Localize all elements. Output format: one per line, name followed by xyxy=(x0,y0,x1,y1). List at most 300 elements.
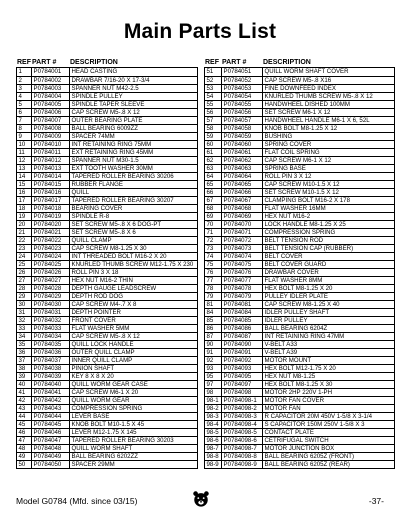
description-cell: BELT COVER GUARD xyxy=(264,261,327,268)
header-description: DESCRIPTION xyxy=(263,59,311,66)
table-row xyxy=(17,380,197,388)
table-row xyxy=(17,364,197,372)
table-row xyxy=(17,268,197,276)
table-row xyxy=(205,300,394,308)
ref-cell: 46 xyxy=(17,429,32,436)
table-row xyxy=(17,84,197,92)
ref-cell: 67 xyxy=(205,197,222,204)
description-cell: MOTOR MOUNT xyxy=(264,357,312,364)
ref-cell: 8 xyxy=(17,125,32,132)
part-number-cell: P0784036 xyxy=(32,349,70,356)
header-description: DESCRIPTION xyxy=(70,59,118,66)
header-part: PART # xyxy=(32,59,57,66)
description-cell: LEVER BASE xyxy=(71,413,110,420)
part-number-cell: P0784023 xyxy=(32,245,70,252)
description-cell: SPANNER NUT M30-1.5 xyxy=(71,157,139,164)
part-number-cell: P0784043 xyxy=(32,405,70,412)
table-row xyxy=(205,172,394,180)
ref-cell: 52 xyxy=(205,77,222,84)
part-number-cell: P0784013 xyxy=(32,165,70,172)
table-row xyxy=(17,132,197,140)
part-number-cell: P0784014 xyxy=(32,173,70,180)
part-number-cell: P0784024 xyxy=(32,253,70,260)
ref-cell: 37 xyxy=(17,357,32,364)
description-cell: CONTACT PLATE xyxy=(264,429,314,436)
table-row xyxy=(205,420,394,428)
table-row xyxy=(205,68,394,76)
part-number-cell: P0784062 xyxy=(222,157,263,164)
table-row xyxy=(17,340,197,348)
part-number-cell: P0784003 xyxy=(32,85,70,92)
ref-cell: 19 xyxy=(17,213,32,220)
table-row xyxy=(205,332,394,340)
part-number-cell: P0784001 xyxy=(32,68,70,76)
table-row xyxy=(17,164,197,172)
table-row xyxy=(17,396,197,404)
description-cell: CAP SCREW M10-1.5 X 12 xyxy=(264,181,340,188)
table-row xyxy=(205,396,394,404)
table-row xyxy=(17,92,197,100)
table-row xyxy=(205,212,394,220)
ref-cell: 53 xyxy=(205,85,222,92)
description-cell: SPINDLE TAPER SLEEVE xyxy=(71,101,145,108)
table-row xyxy=(205,276,394,284)
ref-cell: 70 xyxy=(205,221,222,228)
description-cell: EXT TOOTH WASHER 30MM xyxy=(71,165,153,172)
part-number-cell: P0784048 xyxy=(32,445,70,452)
ref-cell: 98-7 xyxy=(205,445,222,452)
table-row xyxy=(205,452,394,460)
part-number-cell: P0784047 xyxy=(32,437,70,444)
description-cell: ROLL PIN 3 X 12 xyxy=(264,173,312,180)
table-row xyxy=(17,324,197,332)
ref-cell: 87 xyxy=(205,333,222,340)
table-row xyxy=(205,316,394,324)
ref-cell: 91 xyxy=(205,349,222,356)
description-cell: SPRING BASE xyxy=(264,165,306,172)
description-cell: LEVER M12-1.75 X 145 xyxy=(71,429,137,436)
description-cell: SET SCREW M5-.8 X 6 xyxy=(71,229,136,236)
table-row xyxy=(205,372,394,380)
part-number-cell: P0784054 xyxy=(222,93,263,100)
table-row xyxy=(205,348,394,356)
part-number-cell: P0784016 xyxy=(32,189,70,196)
ref-cell: 55 xyxy=(205,101,222,108)
page-number: -37- xyxy=(368,496,384,506)
ref-cell: 54 xyxy=(205,93,222,100)
part-number-cell: P0784034 xyxy=(32,333,70,340)
table-row xyxy=(205,92,394,100)
part-number-cell: P0784032 xyxy=(32,317,70,324)
part-number-cell: P0784038 xyxy=(32,365,70,372)
description-cell: HEX BOLT M8-1.25 X 30 xyxy=(264,381,333,388)
table-row xyxy=(17,308,197,316)
description-cell: V-BELT A33 xyxy=(264,341,298,348)
table-row xyxy=(205,268,394,276)
part-number-cell: P0784097 xyxy=(222,381,263,388)
part-number-cell: P0784077 xyxy=(222,277,263,284)
part-number-cell: P0784060 xyxy=(222,141,263,148)
part-number-cell: P0784098 xyxy=(222,389,263,396)
table-row xyxy=(205,436,394,444)
description-cell: QUILL xyxy=(71,189,90,196)
part-number-cell: P0784071 xyxy=(222,229,263,236)
ref-cell: 98 xyxy=(205,389,222,396)
table-body xyxy=(16,68,198,469)
description-cell: CAP SCREW M5-.8 X 12 xyxy=(71,109,140,116)
ref-cell: 34 xyxy=(17,333,32,340)
header-part: PART # xyxy=(222,59,247,66)
description-cell: HEX NUT M8-1.25 xyxy=(264,373,316,380)
table-row xyxy=(17,228,197,236)
table-body xyxy=(204,68,395,469)
table-row xyxy=(17,276,197,284)
part-number-cell: P0784090 xyxy=(222,341,263,348)
description-cell: DRAWBAR 7/16-20 X 17-3/4 xyxy=(71,77,150,84)
ref-cell: 24 xyxy=(17,253,32,260)
description-cell: S CAPACITOR 150M 250V 1-5/8 X 3 xyxy=(264,421,365,428)
ref-cell: 59 xyxy=(205,133,222,140)
part-number-cell: P0784029 xyxy=(32,293,70,300)
bear-logo-icon xyxy=(192,490,210,508)
ref-cell: 98-9 xyxy=(205,461,222,468)
ref-cell: 21 xyxy=(17,229,32,236)
header-ref: REF xyxy=(205,59,219,66)
ref-cell: 47 xyxy=(17,437,32,444)
ref-cell: 49 xyxy=(17,453,32,460)
table-row xyxy=(17,372,197,380)
ref-cell: 62 xyxy=(205,157,222,164)
description-cell: OUTER BEARING PLATE xyxy=(71,117,143,124)
description-cell: HEX NUT M16-2 xyxy=(264,213,311,220)
ref-cell: 12 xyxy=(17,157,32,164)
part-number-cell: P0784064 xyxy=(222,173,263,180)
table-row xyxy=(205,364,394,372)
ref-cell: 71 xyxy=(205,229,222,236)
part-number-cell: P0784037 xyxy=(32,357,70,364)
part-number-cell: P0784009 xyxy=(32,133,70,140)
part-number-cell: P0784098-1 xyxy=(222,397,263,404)
part-number-cell: P0784020 xyxy=(32,221,70,228)
ref-cell: 16 xyxy=(17,189,32,196)
table-row xyxy=(205,140,394,148)
ref-cell: 9 xyxy=(17,133,32,140)
ref-cell: 20 xyxy=(17,221,32,228)
part-number-cell: P0784074 xyxy=(222,253,263,260)
description-cell: DEPTH POINTER xyxy=(71,309,121,316)
part-number-cell: P0784041 xyxy=(32,389,70,396)
table-row xyxy=(17,332,197,340)
description-cell: COMPRESSION SPRING xyxy=(264,229,336,236)
ref-cell: 32 xyxy=(17,317,32,324)
description-cell: KNURLED THUMB SCREW M5-.8 X 12 xyxy=(264,93,373,100)
part-number-cell: P0784098-3 xyxy=(222,413,263,420)
ref-cell: 98-1 xyxy=(205,397,222,404)
ref-cell: 42 xyxy=(17,397,32,404)
table-row xyxy=(205,284,394,292)
ref-cell: 76 xyxy=(205,269,222,276)
part-number-cell: P0784051 xyxy=(222,68,263,76)
description-cell: HEAD CASTING xyxy=(71,68,118,75)
part-number-cell: P0784027 xyxy=(32,277,70,284)
table-row xyxy=(205,380,394,388)
description-cell: TAPERED ROLLER BEARING 30207 xyxy=(71,197,174,204)
description-cell: IDLER PULLEY SHAFT xyxy=(264,309,330,316)
description-cell: CAP SCREW M4-.7 X 8 xyxy=(71,301,137,308)
table-row xyxy=(17,116,197,124)
part-number-cell: P0784044 xyxy=(32,413,70,420)
part-number-cell: P0784025 xyxy=(32,261,70,268)
ref-cell: 58 xyxy=(205,125,222,132)
table-row xyxy=(17,156,197,164)
part-number-cell: P0784098-5 xyxy=(222,429,263,436)
part-number-cell: P0784007 xyxy=(32,117,70,124)
ref-cell: 85 xyxy=(205,317,222,324)
table-row xyxy=(17,444,197,452)
description-cell: COMPRESSION SPRING xyxy=(71,405,143,412)
table-row xyxy=(205,428,394,436)
part-number-cell: P0784098-9 xyxy=(222,461,263,468)
part-number-cell: P0784049 xyxy=(32,453,70,460)
description-cell: CLAMPING BOLT M16-2 X 178 xyxy=(264,197,350,204)
description-cell: INT RETAINING RING 47MM xyxy=(264,333,345,340)
ref-cell: 86 xyxy=(205,325,222,332)
description-cell: MOTOR FAN COVER xyxy=(264,397,324,404)
part-number-cell: P0784026 xyxy=(32,269,70,276)
ref-cell: 98-3 xyxy=(205,413,222,420)
description-cell: SPINDLE PULLEY xyxy=(71,93,123,100)
description-cell: FINE DOWNFEED INDEX xyxy=(264,85,336,92)
description-cell: INT RETAINING RING 75MM xyxy=(71,141,152,148)
ref-cell: 2 xyxy=(17,77,32,84)
part-number-cell: P0784005 xyxy=(32,101,70,108)
part-number-cell: P0784098-7 xyxy=(222,445,263,452)
table-row xyxy=(205,188,394,196)
ref-cell: 30 xyxy=(17,301,32,308)
description-cell: HANDWHEEL DISHED 100MM xyxy=(264,101,350,108)
table-row xyxy=(205,204,394,212)
ref-cell: 31 xyxy=(17,309,32,316)
description-cell: SET SCREW M10-1.5 X 12 xyxy=(264,189,339,196)
part-number-cell: P0784053 xyxy=(222,85,263,92)
ref-cell: 97 xyxy=(205,381,222,388)
ref-cell: 11 xyxy=(17,149,32,156)
model-footer: Model G0784 (Mfd. since 03/15) xyxy=(16,496,138,506)
part-number-cell: P0784010 xyxy=(32,141,70,148)
part-number-cell: P0784040 xyxy=(32,381,70,388)
description-cell: SET SCREW M5-.8 X 6 DOG-PT xyxy=(71,221,162,228)
description-cell: PINION SHAFT xyxy=(71,365,115,372)
ref-cell: 38 xyxy=(17,365,32,372)
ref-cell: 73 xyxy=(205,245,222,252)
table-row xyxy=(205,180,394,188)
parts-table-left xyxy=(16,58,198,469)
description-cell: DEPTH ROD DOG xyxy=(71,293,123,300)
table-row xyxy=(17,124,197,132)
ref-cell: 98-2 xyxy=(205,405,222,412)
table-row xyxy=(17,388,197,396)
table-row xyxy=(205,76,394,84)
description-cell: OUTER QUILL CLAMP xyxy=(71,349,135,356)
description-cell: TAPERED ROLLER BEARING 30206 xyxy=(71,173,174,180)
description-cell: SPANNER NUT M42-2.5 xyxy=(71,85,139,92)
ref-cell: 14 xyxy=(17,173,32,180)
table-row xyxy=(205,412,394,420)
description-cell: KNURLED THUMB SCREW M12-1.75 X 230 xyxy=(71,261,194,268)
description-cell: QUILL WORM GEAR xyxy=(71,397,130,404)
description-cell: TAPERED ROLLER BEARING 30203 xyxy=(71,437,174,444)
description-cell: BALL BEARING 6205Z (REAR) xyxy=(264,461,350,468)
part-number-cell: P0784015 xyxy=(32,181,70,188)
table-row xyxy=(17,460,197,468)
description-cell: HEX NUT M16-2 THIN xyxy=(71,277,133,284)
ref-cell: 75 xyxy=(205,261,222,268)
ref-cell: 4 xyxy=(17,93,32,100)
part-number-cell: P0784085 xyxy=(222,317,263,324)
part-number-cell: P0784070 xyxy=(222,221,263,228)
part-number-cell: P0784098-2 xyxy=(222,405,263,412)
part-number-cell: P0784084 xyxy=(222,309,263,316)
description-cell: INT THREADED BOLT M16-2 X 20 xyxy=(71,253,167,260)
description-cell: BELT TENSION ROD xyxy=(264,237,324,244)
part-number-cell: P0784075 xyxy=(222,261,263,268)
ref-cell: 84 xyxy=(205,309,222,316)
part-number-cell: P0784021 xyxy=(32,229,70,236)
parts-table-right xyxy=(204,58,395,469)
part-number-cell: P0784067 xyxy=(222,197,263,204)
table-row xyxy=(205,108,394,116)
ref-cell: 61 xyxy=(205,149,222,156)
part-number-cell: P0784061 xyxy=(222,149,263,156)
description-cell: FLAT WASHER 16MM xyxy=(264,205,326,212)
description-cell: BELT COVER xyxy=(264,253,303,260)
part-number-cell: P0784022 xyxy=(32,237,70,244)
table-row xyxy=(17,404,197,412)
description-cell: CAP SCREW M8-1.25 X 40 xyxy=(264,301,340,308)
table-row xyxy=(17,188,197,196)
part-number-cell: P0784046 xyxy=(32,429,70,436)
table-row xyxy=(205,460,394,468)
part-number-cell: P0784087 xyxy=(222,333,263,340)
table-row xyxy=(17,204,197,212)
table-row xyxy=(17,300,197,308)
part-number-cell: P0784055 xyxy=(222,101,263,108)
table-row xyxy=(17,140,197,148)
description-cell: PULLEY IDLER PLATE xyxy=(264,293,328,300)
table-row xyxy=(17,148,197,156)
table-row xyxy=(17,260,197,268)
description-cell: MOTOR FAN xyxy=(264,405,301,412)
description-cell: DEPTH GAUGE LEADSCREW xyxy=(71,285,157,292)
description-cell: IDLER PULLEY xyxy=(264,317,308,324)
description-cell: BALL BEARING 6204Z xyxy=(264,325,328,332)
ref-cell: 35 xyxy=(17,341,32,348)
part-number-cell: P0784098-6 xyxy=(222,437,263,444)
table-row xyxy=(205,228,394,236)
description-cell: KNOB BOLT M10-1.5 X 45 xyxy=(71,421,145,428)
table-row xyxy=(17,108,197,116)
ref-cell: 93 xyxy=(205,365,222,372)
description-cell: V-BELT A39 xyxy=(264,349,298,356)
part-number-cell: P0784050 xyxy=(32,461,70,468)
part-number-cell: P0784002 xyxy=(32,77,70,84)
ref-cell: 1 xyxy=(17,68,32,76)
description-cell: EXT RETAINING RING 45MM xyxy=(71,149,154,156)
ref-cell: 45 xyxy=(17,421,32,428)
table-row xyxy=(205,292,394,300)
ref-cell: 36 xyxy=(17,349,32,356)
table-row xyxy=(17,436,197,444)
table-row xyxy=(205,220,394,228)
description-cell: R CAPACITOR 20M 450V 1-5/8 X 3-1/4 xyxy=(264,413,372,420)
table-row xyxy=(17,212,197,220)
ref-cell: 63 xyxy=(205,165,222,172)
table-header xyxy=(16,58,198,68)
description-cell: CAP SCREW M6-1 X 12 xyxy=(264,157,332,164)
ref-cell: 64 xyxy=(205,173,222,180)
ref-cell: 79 xyxy=(205,293,222,300)
ref-cell: 98-5 xyxy=(205,429,222,436)
part-number-cell: P0784012 xyxy=(32,157,70,164)
ref-cell: 29 xyxy=(17,293,32,300)
ref-cell: 22 xyxy=(17,237,32,244)
part-number-cell: P0784093 xyxy=(222,365,263,372)
part-number-cell: P0784095 xyxy=(222,373,263,380)
table-row xyxy=(205,164,394,172)
page-title: Main Parts List xyxy=(123,20,277,43)
ref-cell: 81 xyxy=(205,301,222,308)
description-cell: HEX BOLT M12-1.75 X 20 xyxy=(264,365,336,372)
description-cell: KNOB BOLT M8-1.25 X 12 xyxy=(264,125,338,132)
description-cell: BALL BEARING 6202ZZ xyxy=(71,453,138,460)
table-row xyxy=(17,220,197,228)
description-cell: BELT TENSION CAP (RUBBER) xyxy=(264,245,354,252)
description-cell: INNER QUILL CLAMP xyxy=(71,357,133,364)
part-number-cell: P0784042 xyxy=(32,397,70,404)
part-number-cell: P0784017 xyxy=(32,197,70,204)
table-row xyxy=(17,412,197,420)
ref-cell: 25 xyxy=(17,261,32,268)
part-number-cell: P0784059 xyxy=(222,133,263,140)
table-row xyxy=(205,388,394,396)
description-cell: BEARING COVER xyxy=(71,205,123,212)
table-header xyxy=(204,58,395,68)
table-row xyxy=(17,428,197,436)
part-number-cell: P0784030 xyxy=(32,301,70,308)
table-row xyxy=(205,124,394,132)
table-row xyxy=(205,148,394,156)
part-number-cell: P0784019 xyxy=(32,213,70,220)
part-number-cell: P0784006 xyxy=(32,109,70,116)
description-cell: RUBBER FLANGE xyxy=(71,181,123,188)
table-row xyxy=(205,236,394,244)
ref-cell: 51 xyxy=(205,68,222,76)
description-cell: SPRING COVER xyxy=(264,141,312,148)
table-row xyxy=(17,172,197,180)
part-number-cell: P0784073 xyxy=(222,245,263,252)
ref-cell: 98-6 xyxy=(205,437,222,444)
part-number-cell: P0784065 xyxy=(222,181,263,188)
ref-cell: 98-8 xyxy=(205,453,222,460)
description-cell: HEX BOLT M8-1.25 X 20 xyxy=(264,285,333,292)
description-cell: CAP SCREW M6-1 X 20 xyxy=(71,389,139,396)
part-number-cell: P0784078 xyxy=(222,285,263,292)
ref-cell: 41 xyxy=(17,389,32,396)
table-row xyxy=(17,236,197,244)
ref-cell: 66 xyxy=(205,189,222,196)
part-number-cell: P0784052 xyxy=(222,77,263,84)
table-row xyxy=(17,316,197,324)
